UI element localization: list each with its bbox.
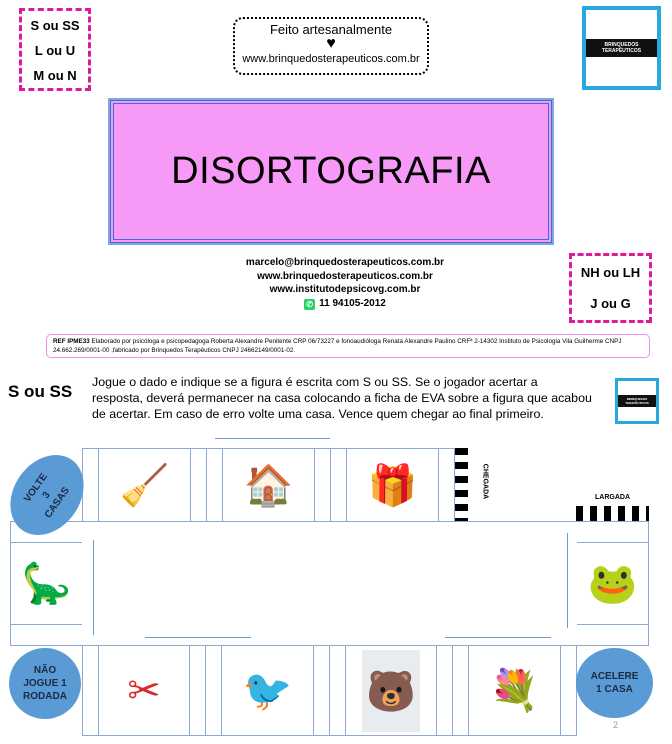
pair-label: S ou SS [30,18,80,33]
phone-number: 11 94105-2012 [319,297,386,309]
board-space-bottom-4[interactable] [452,645,577,736]
pair-label: L ou U [34,43,76,58]
reference-box [46,334,650,358]
email-link[interactable]: marcelo@brinquedosterapeuticos.com.br [245,257,445,268]
institute-link[interactable]: www.institutodepsicovg.com.br [269,284,421,295]
board-space-right[interactable] [576,521,649,646]
broom-icon: 🧹 [119,463,170,508]
penalty-skip-turn: NÃO JOGUE 1 RODADA [9,648,81,719]
board-space-top-1[interactable] [82,448,207,522]
direction-arrow-left [145,637,251,638]
site-text: www.brinquedosterapeuticos.com.br [242,53,420,65]
contacts [240,256,450,310]
logo-text: BRINQUEDOS TERAPÊUTICOS [618,395,656,407]
house-icon: 🏠 [243,463,294,508]
bird-icon: 🐦 [242,669,293,713]
scissors-icon: ✂ [127,668,161,713]
finish-line [455,448,468,522]
board-space-bottom-1[interactable] [82,645,206,736]
handmade-text: Feito artesanalmente [269,22,393,37]
finish-label: CHEGADA [481,463,489,500]
page-number: 2 [613,720,619,730]
board-space-left[interactable] [10,521,83,646]
brand-logo-small [615,378,659,424]
logo-text: BRINQUEDOS TERAPÊUTICOS [586,39,657,57]
start-label: LARGADA [595,494,630,501]
page-title: DISORTOGRAFIA [110,100,552,243]
ref-label: REF IPME33 [53,338,90,345]
board-space-bottom-3[interactable] [329,645,453,736]
pair-label: M ou N [33,68,77,83]
frog-icon: 🐸 [587,562,638,606]
penalty-back-3: VOLTE 3 CASAS [0,441,99,549]
site-link[interactable]: www.brinquedosterapeuticos.com.br [257,270,433,282]
board-space-bottom-2[interactable] [205,645,330,736]
letter-pairs-box-right [569,253,652,323]
letter-pairs-box-left [19,8,91,91]
flower-pot-icon: 💐 [489,669,540,713]
direction-arrow-up [93,540,94,635]
dinosaur-icon: 🦕 [21,562,72,606]
polar-bear-icon: 🐻 [362,650,420,732]
handmade-badge [233,17,429,75]
pair-label: J ou G [590,296,631,311]
heart-icon: ♥ [326,35,336,52]
brand-logo [582,6,661,90]
start-line [576,506,649,521]
board-space-top-3[interactable] [330,448,455,522]
direction-arrow-down [567,533,568,628]
board-space-top-2[interactable] [206,448,331,522]
board-inner [82,521,577,646]
bonus-advance-1: ACELERE 1 CASA [576,648,653,718]
game-instructions: Jogue o dado e indique se a figura é escrita com S ou SS. Se o jogador acertar a resposta, deverá permanecer na casa colocando a ficha de EVA sobre a figura que acabou de acertar. Em caso de erro volte uma casa. Vence quem chegar ao final primeiro. [92,375,592,421]
ref-text: Elaborado por psicóloga e psicopedagoga Roberta Alexandre Penitente CRP 06/73227 e fonoaudióloga Renata Alexandre Paulino CRFª 2-14302 Instituto de Psicologia Vila Guilherme CNPJ 24.662.269/0001-00 ,fabricado por Brinquedos Terapêuticos CNPJ 24662149/0001-02. [53,338,622,354]
gift-icon: 🎁 [367,463,418,508]
direction-arrow [215,438,330,439]
pair-label: NH ou LH [580,265,641,280]
whatsapp-icon: ✆ [304,299,315,310]
game-heading: S ou SS [8,382,73,401]
direction-arrow-left [445,637,551,638]
